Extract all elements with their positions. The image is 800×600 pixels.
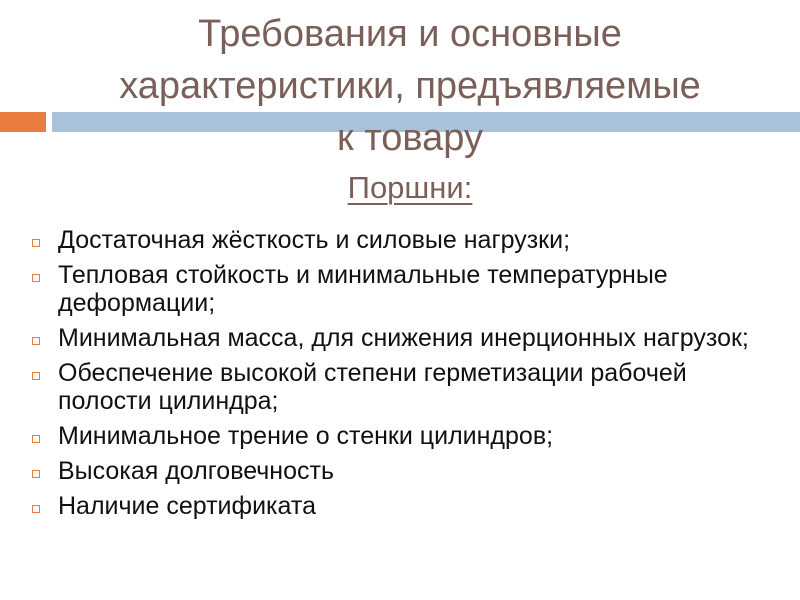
slide-subtitle: Поршни: (347, 170, 473, 205)
square-bullet-icon (32, 505, 40, 513)
list-item-text: Наличие сертификата (58, 492, 316, 520)
square-bullet-icon (32, 435, 40, 443)
title-line-2: характеристики, предъявляемые (119, 65, 701, 107)
list-item (26, 457, 766, 485)
list-item-text: Тепловая стойкость и минимальные температурные деформации; (58, 261, 668, 317)
list-item-text: Достаточная жёсткость и силовые нагрузки; (58, 226, 571, 254)
square-bullet-icon (32, 239, 40, 247)
list-item (26, 359, 766, 415)
list-item (26, 261, 766, 317)
square-bullet-icon (32, 470, 40, 478)
square-bullet-icon (32, 337, 40, 345)
slide-title (60, 8, 760, 210)
list-item-text: Обеспечение высокой степени герметизации рабочей полости цилиндра; (58, 359, 687, 415)
title-accent-bar-orange (0, 112, 46, 132)
list-item-text: Минимальная масса, для снижения инерционных нагрузок; (58, 324, 749, 352)
list-item-text: Минимальное трение о стенки цилиндров; (58, 422, 554, 450)
square-bullet-icon (32, 372, 40, 380)
list-item (26, 492, 766, 520)
list-item-text: Высокая долговечность (58, 457, 334, 485)
list-item (26, 324, 766, 352)
title-line-1: Требования и основные (198, 13, 622, 55)
square-bullet-icon (32, 274, 40, 282)
requirements-list (26, 226, 766, 527)
title-line-3: к товару (337, 117, 483, 159)
list-item (26, 226, 766, 254)
list-item (26, 422, 766, 450)
